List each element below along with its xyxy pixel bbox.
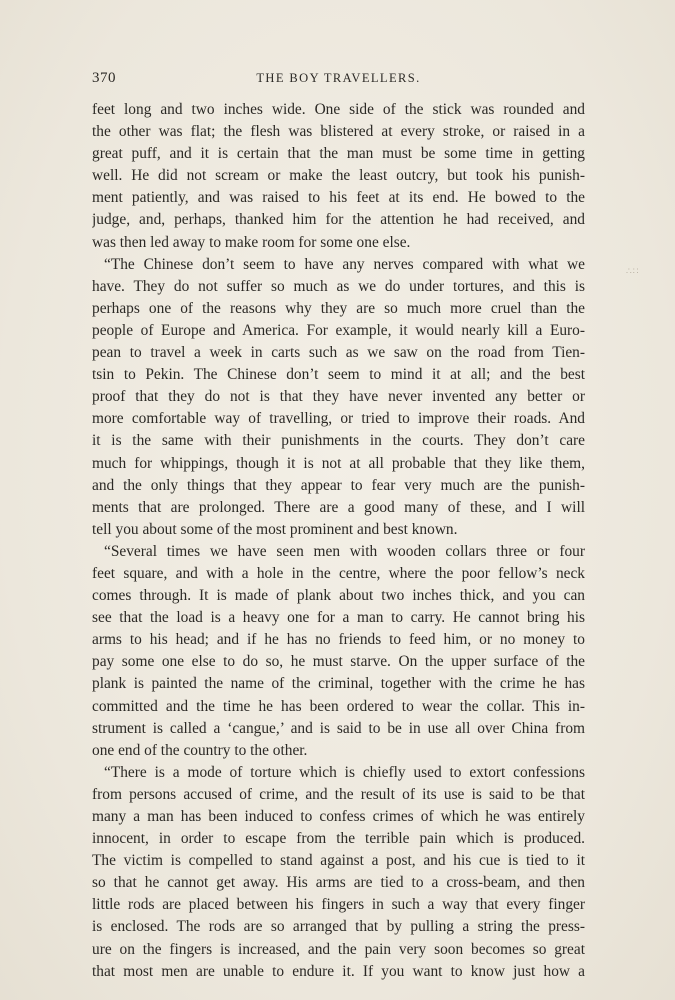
text-line: see that the load is a heavy one for a man to carry. He cannot bring his — [92, 609, 585, 627]
text-line: so that he cannot get away. His arms are tied to a cross-beam, and then — [92, 874, 585, 892]
text-line: feet long and two inches wide. One side of the stick was rounded and — [92, 101, 585, 118]
page-header — [92, 70, 585, 94]
text-line: the other was flat; the flesh was blistered at every stroke, or raised in a — [92, 123, 585, 141]
text-line: pean to travel a week in carts such as we saw on the road from Tien- — [92, 344, 585, 362]
text-line: and the only things that they appear to fear very much are the punish- — [92, 476, 585, 494]
text-line: well. He did not scream or make the least outcry, but took his punish- — [92, 167, 585, 185]
text-line: ure on the fingers is increased, and the pain very soon becomes so great — [92, 940, 585, 958]
text-line: great puff, and it is certain that the man must be some time in getting — [92, 145, 585, 163]
text-line: pay some one else to do so, he must starve. On the upper surface of the — [92, 653, 585, 671]
text-line: The victim is compelled to stand against a post, and his cue is tied to it — [92, 852, 585, 870]
text-line: “There is a mode of torture which is chiefly used to extort confessions — [104, 763, 585, 781]
text-line: committed and the time he has been ordered to wear the collar. This in- — [92, 697, 585, 715]
text-line: ments that are prolonged. There are a good many of these, and I will — [92, 498, 585, 516]
text-line: much for whippings, though it is not at all probable that they like them, — [92, 454, 585, 472]
paragraph — [92, 254, 585, 541]
text-line: many a man has been induced to confess crimes of which he was entirely — [92, 808, 585, 825]
text-line: “Several times we have seen men with wooden collars three or four — [104, 542, 585, 560]
text-line: it is the same with their punishments in the courts. They don’t care — [92, 432, 585, 450]
text-line: more comfortable way of travelling, or tried to improve their roads. And — [92, 410, 585, 428]
text-line: little rods are placed between his fingers in such a way that every finger — [92, 896, 585, 914]
text-line: tsin to Pekin. The Chinese don’t seem to mind it at all; and the best — [92, 366, 585, 384]
text-line: comes through. It is made of plank about two inches thick, and you can — [92, 587, 585, 605]
text-line: perhaps one of the reasons why they are so much more cruel than the — [92, 299, 585, 317]
text-line: arms to his head; and if he has no friends to feed him, or no money to — [92, 631, 585, 649]
text-line: proof that they do not is that they have never invented any better or — [92, 388, 585, 406]
text-line: strument is called a ‘cangue,’ and is said to be in use all over China from — [92, 719, 585, 737]
text-line: feet square, and with a hole in the centre, where the poor fellow’s neck — [92, 564, 585, 582]
paragraph — [92, 541, 585, 762]
text-line: people of Europe and America. For example, it would nearly kill a Euro- — [92, 321, 585, 339]
text-line: is enclosed. The rods are so arranged that by pulling a string the press- — [92, 918, 585, 936]
text-line: from persons accused of crime, and the result of its use is said to be that — [92, 785, 585, 803]
text-line: innocent, in order to escape from the terrible pain which is produced. — [92, 830, 585, 848]
text-line: plank is painted the name of the criminal, together with the crime he has — [92, 675, 585, 693]
paragraph — [92, 99, 585, 254]
running-head: THE BOY TRAVELLERS. — [256, 71, 421, 85]
text-line: was then led away to make room for some one else. — [92, 233, 411, 251]
text-line: have. They do not suffer so much as we do under tortures, and this is — [92, 277, 585, 295]
text-line: “The Chinese don’t seem to have any nerves compared with what we — [104, 255, 585, 273]
text-line: that most men are unable to endure it. If you want to know just how a — [92, 962, 585, 980]
body-text — [92, 99, 585, 983]
text-line: ment patiently, and was raised to his feet at its end. He bowed to the — [92, 189, 585, 207]
margin-smudge: ∴∷ — [626, 266, 640, 276]
paragraph — [92, 762, 585, 983]
text-line: judge, and, perhaps, thanked him for the attention he had received, and — [92, 211, 585, 229]
text-line: one end of the country to the other. — [92, 741, 308, 759]
page-number: 370 — [92, 70, 116, 86]
text-line: tell you about some of the most prominent and best known. — [92, 520, 458, 538]
